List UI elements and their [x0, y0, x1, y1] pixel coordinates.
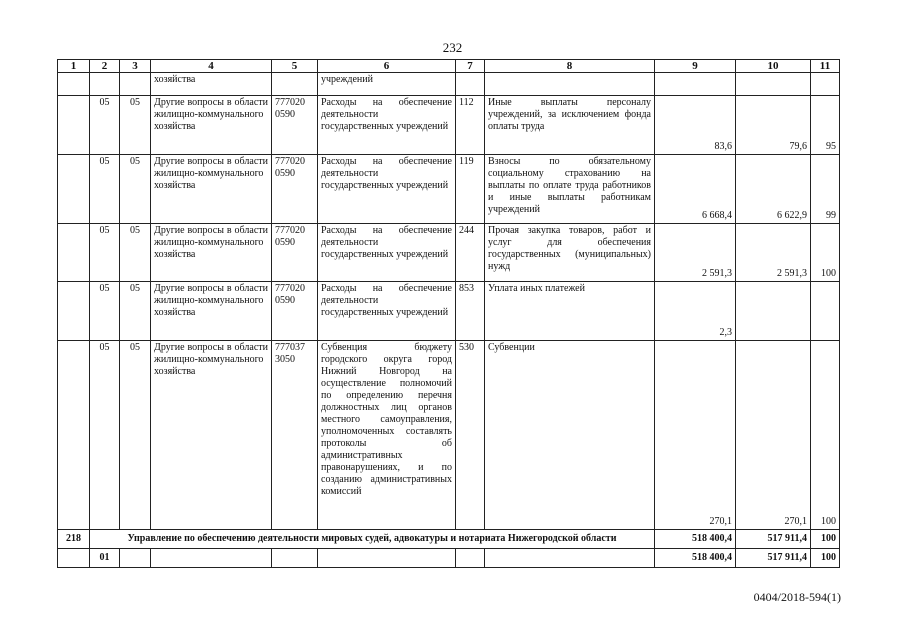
cell: 518 400,4	[655, 549, 736, 568]
department-title: Управление по обеспечению деятельности мировых судей, адвокатуры и нотариата Нижегородской области	[90, 530, 655, 549]
col-header-5: 5	[272, 60, 318, 73]
cell: 05	[120, 155, 151, 224]
cell: 100	[811, 224, 840, 282]
cell: Субвенции	[485, 341, 655, 530]
col-header-6: 6	[318, 60, 456, 73]
table-row	[58, 224, 840, 282]
col-header-1: 1	[58, 60, 90, 73]
cell	[736, 73, 811, 96]
cell	[58, 96, 90, 155]
cell: 79,6	[736, 96, 811, 155]
page-number: 232	[442, 40, 463, 55]
table-row	[58, 96, 840, 155]
cell: Расходы на обеспечение деятельности государственных учреждений	[318, 224, 456, 282]
cell	[58, 73, 90, 96]
cell: 05	[90, 155, 120, 224]
col-header-2: 2	[90, 60, 120, 73]
cell	[736, 282, 811, 341]
cell	[485, 73, 655, 96]
summary-row-01	[58, 549, 840, 568]
cell: 2 591,3	[736, 224, 811, 282]
cell: 100	[811, 341, 840, 530]
cell	[120, 73, 151, 96]
cell: 2,3	[655, 282, 736, 341]
cell: 05	[120, 341, 151, 530]
cell: Прочая закупка товаров, работ и услуг для обеспечения государственных (муниципальных) нужд	[485, 224, 655, 282]
cell	[151, 549, 272, 568]
cell	[58, 549, 90, 568]
cell	[318, 549, 456, 568]
cell: 100	[811, 530, 840, 549]
cell	[272, 549, 318, 568]
table-row	[58, 341, 840, 530]
cell	[58, 341, 90, 530]
summary-row-218	[58, 530, 840, 549]
cell: 777020 0590	[272, 155, 318, 224]
cell: Иные выплаты персоналу учреждений, за исключением фонда оплаты труда	[485, 96, 655, 155]
table-row	[58, 155, 840, 224]
cell: 853	[456, 282, 485, 341]
cell: 777020 0590	[272, 224, 318, 282]
cell	[456, 73, 485, 96]
cell: Другие вопросы в области жилищно-коммунального хозяйства	[151, 224, 272, 282]
cell: 83,6	[655, 96, 736, 155]
cell: Другие вопросы в области жилищно-коммунального хозяйства	[151, 282, 272, 341]
cell: 517 911,4	[736, 549, 811, 568]
cell	[272, 73, 318, 96]
cell: Расходы на обеспечение деятельности государственных учреждений	[318, 282, 456, 341]
cell	[655, 73, 736, 96]
cell	[811, 282, 840, 341]
col-header-3: 3	[120, 60, 151, 73]
cell: 05	[90, 224, 120, 282]
cell	[58, 224, 90, 282]
cell: 05	[90, 341, 120, 530]
cell: 6 622,9	[736, 155, 811, 224]
cell: 05	[120, 224, 151, 282]
cell: 777037 3050	[272, 341, 318, 530]
cell: учреждений	[318, 73, 456, 96]
header-row	[58, 60, 840, 73]
cell: 05	[120, 282, 151, 341]
cell: 517 911,4	[736, 530, 811, 549]
cell: 05	[90, 96, 120, 155]
cell: Субвенция бюджету городского округа город Нижний Новгород на осуществление полномочий по определению перечня должностных лиц органов местного самоуправления, уполномоченных составлять протоколы об административных правонарушениях, и по созданию административных комиссий	[318, 341, 456, 530]
cell: 530	[456, 341, 485, 530]
cell: 2 591,3	[655, 224, 736, 282]
cell: 95	[811, 96, 840, 155]
cell: 518 400,4	[655, 530, 736, 549]
cell: 01	[90, 549, 120, 568]
cell	[456, 549, 485, 568]
cell	[811, 73, 840, 96]
col-header-9: 9	[655, 60, 736, 73]
cell: 112	[456, 96, 485, 155]
cell: 270,1	[655, 341, 736, 530]
cell: 777020 0590	[272, 96, 318, 155]
cell: 244	[456, 224, 485, 282]
col-header-10: 10	[736, 60, 811, 73]
cell: Уплата иных платежей	[485, 282, 655, 341]
table-row	[58, 73, 840, 96]
cell: 100	[811, 549, 840, 568]
cell: Другие вопросы в области жилищно-коммунального хозяйства	[151, 96, 272, 155]
cell	[485, 549, 655, 568]
cell	[90, 73, 120, 96]
cell: 270,1	[736, 341, 811, 530]
col-header-4: 4	[151, 60, 272, 73]
cell	[58, 282, 90, 341]
cell: Расходы на обеспечение деятельности государственных учреждений	[318, 96, 456, 155]
cell	[120, 549, 151, 568]
cell: 05	[120, 96, 151, 155]
cell: хозяйства	[151, 73, 272, 96]
cell: 777020 0590	[272, 282, 318, 341]
cell: 218	[58, 530, 90, 549]
cell: Взносы по обязательному социальному страхованию на выплаты по оплате труда работников и иные выплаты работникам учреждений	[485, 155, 655, 224]
table-row	[58, 282, 840, 341]
col-header-7: 7	[456, 60, 485, 73]
cell: Расходы на обеспечение деятельности государственных учреждений	[318, 155, 456, 224]
cell: 05	[90, 282, 120, 341]
cell: 99	[811, 155, 840, 224]
cell	[58, 155, 90, 224]
cell: Другие вопросы в области жилищно-коммунального хозяйства	[151, 155, 272, 224]
budget-table	[57, 59, 840, 568]
cell: 6 668,4	[655, 155, 736, 224]
cell: Другие вопросы в области жилищно-коммунального хозяйства	[151, 341, 272, 530]
document-code: 0404/2018-594(1)	[753, 590, 841, 604]
cell: 119	[456, 155, 485, 224]
col-header-11: 11	[811, 60, 840, 73]
col-header-8: 8	[485, 60, 655, 73]
